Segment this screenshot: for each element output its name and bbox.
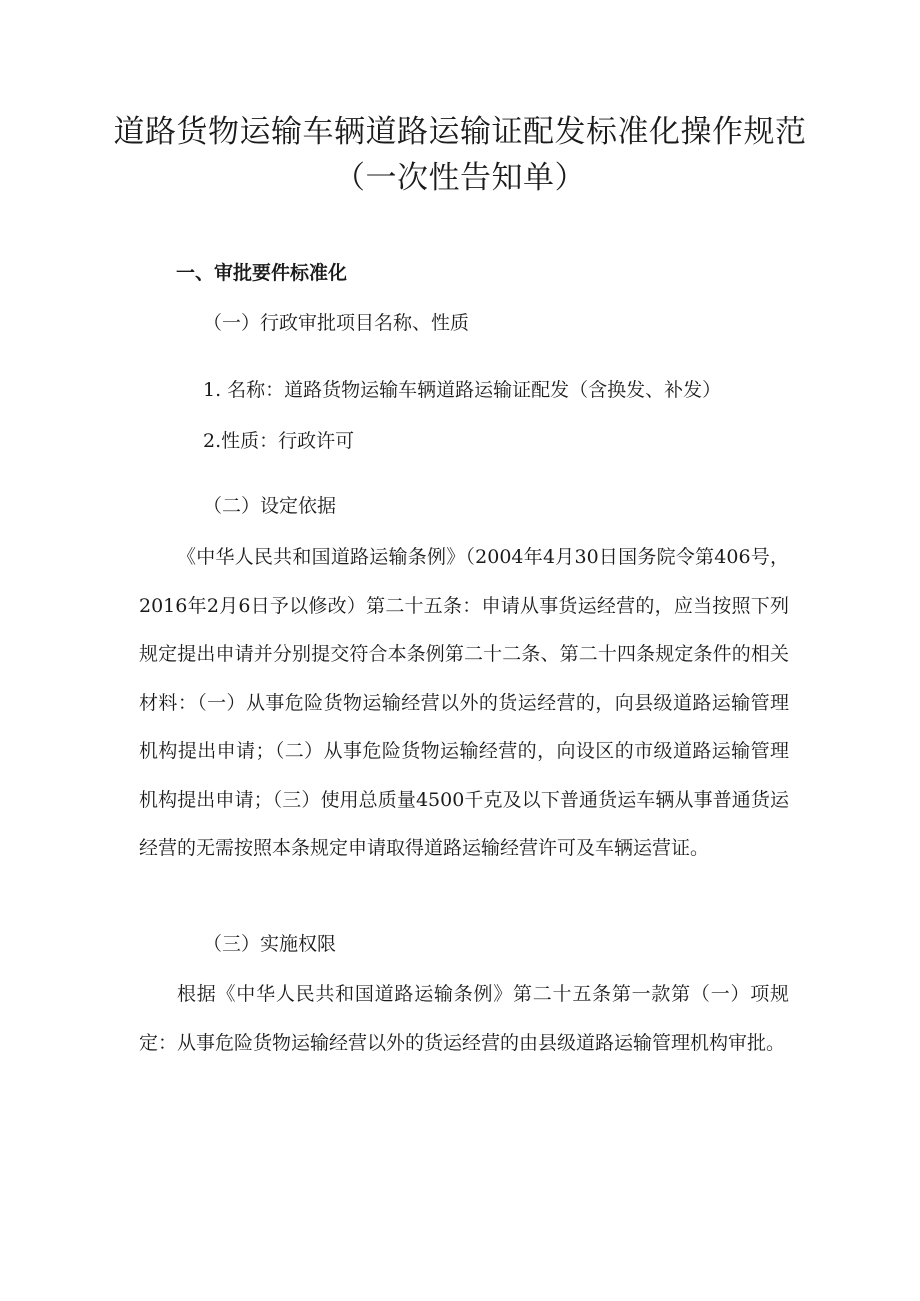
- subsection-heading-name-nature: （一）行政审批项目名称、性质: [203, 312, 470, 334]
- authority-paragraph: 根据《中华人民共和国道路运输条例》第二十五条第一款第（一）项规定：从事危险货物运输经营以外的货运经营的由县级道路运输管理机构审批。: [139, 983, 789, 1054]
- legal-basis-paragraph: 《中华人民共和国道路运输条例》（2004年4月30日国务院令第406号，2016年2月6日予以修改）第二十五条：申请从事货运经营的，应当按照下列规定提出申请并分别提交符合本条例第二十二条、第二十四条规定条件的相关材料：（一）从事危险货物运输经营以外的货运经营的，向县级道路运输管理机构提出申请；（二）从事危险货物运输经营的，向设区的市级道路运输管理机构提出申请；（三）使用总质量4500千克及以下普通货运车辆从事普通货运经营的无需按照本条规定申请取得道路运输经营许可及车辆运营证。: [139, 546, 789, 859]
- item-nature: 2.性质：行政许可: [203, 430, 355, 452]
- item-name: 1. 名称：道路货物运输车辆道路运输证配发（含换发、补发）: [203, 379, 722, 401]
- section-heading-approval-standardization: 一、审批要件标准化: [176, 262, 348, 284]
- subsection-heading-authority: （三）实施权限: [203, 933, 337, 955]
- subsection-heading-legal-basis: （二）设定依据: [203, 495, 337, 517]
- document-title: 道路货物运输车辆道路运输证配发标准化操作规范: [113, 114, 807, 150]
- document-subtitle: （一次性告知单）: [334, 160, 586, 196]
